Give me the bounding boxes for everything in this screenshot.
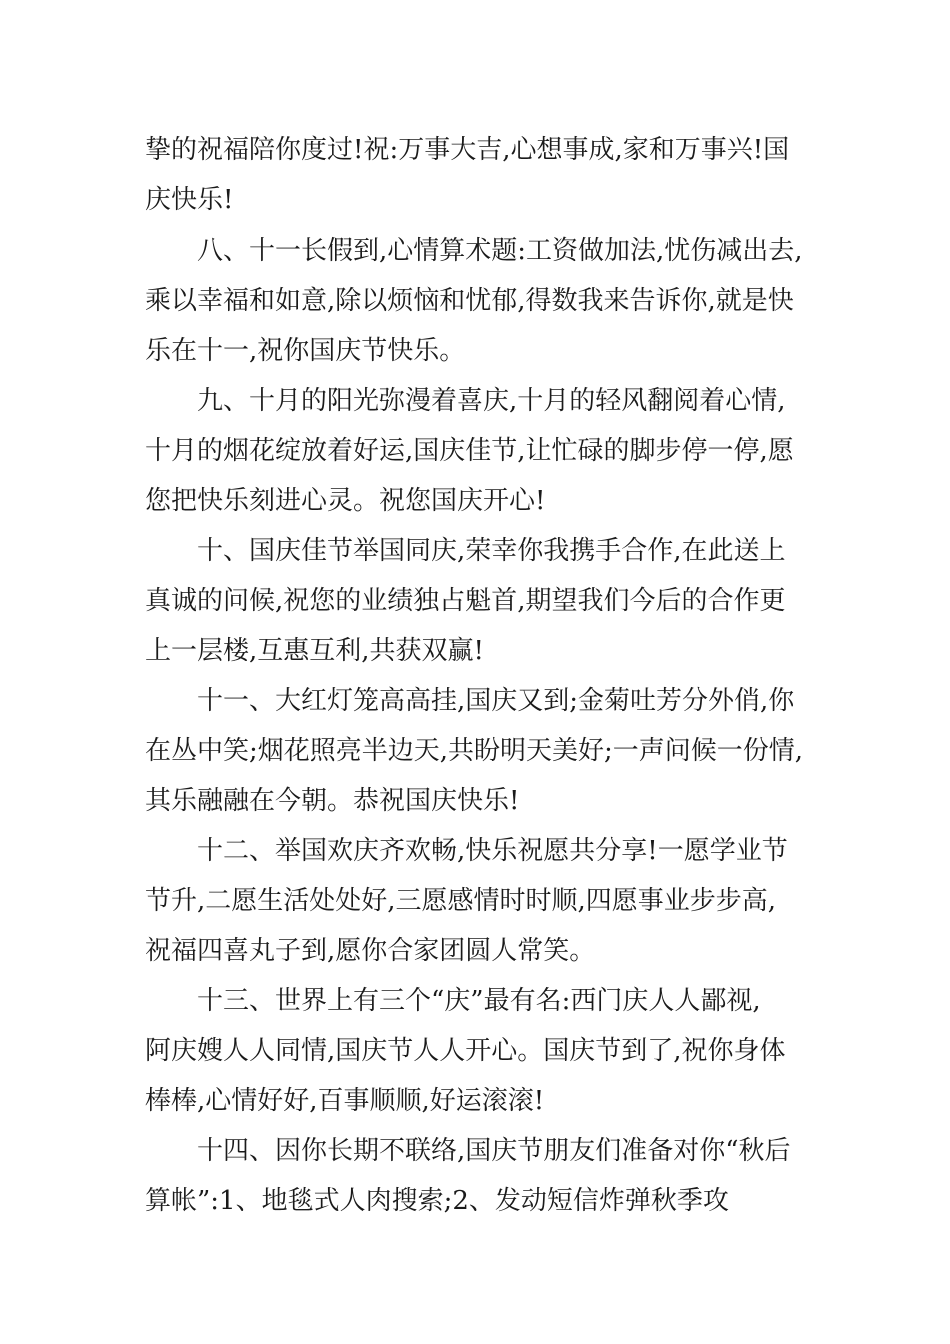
text-line: 算帐”:1、地毯式人肉搜索;2、发动短信炸弹秋季攻 bbox=[145, 1186, 729, 1216]
text-line: 十四、因你长期不联络,国庆节朋友们准备对你“秋后 bbox=[197, 1136, 791, 1166]
text-line: 棒棒,心情好好,百事顺顺,好运滚滚! bbox=[145, 1086, 545, 1116]
text-line: 阿庆嫂人人同情,国庆节人人开心。国庆节到了,祝你身体 bbox=[145, 1036, 786, 1066]
text-line: 真诚的问候,祝您的业绩独占魁首,期望我们今后的合作更 bbox=[145, 586, 786, 616]
text-line: 十三、世界上有三个“庆”最有名:西门庆人人鄙视, bbox=[197, 986, 761, 1016]
text-line: 十一、大红灯笼高高挂,国庆又到;金菊吐芳分外俏,你 bbox=[197, 686, 795, 716]
text-line: 八、十一长假到,心情算术题:工资做加法,忧伤减出去, bbox=[197, 236, 803, 266]
text-line: 上一层楼,互惠互利,共获双赢! bbox=[145, 636, 484, 666]
text-line: 乘以幸福和如意,除以烦恼和忧郁,得数我来告诉你,就是快 bbox=[145, 286, 794, 316]
text-line: 九、十月的阳光弥漫着喜庆,十月的轻风翻阅着心情, bbox=[197, 386, 786, 416]
text-line: 挚的祝福陪你度过!祝:万事大吉,心想事成,家和万事兴!国 bbox=[145, 135, 790, 165]
text-line: 十、国庆佳节举国同庆,荣幸你我携手合作,在此送上 bbox=[197, 536, 786, 566]
text-line: 十月的烟花绽放着好运,国庆佳节,让忙碌的脚步停一停,愿 bbox=[145, 436, 794, 466]
text-line: 节升,二愿生活处处好,三愿感情时时顺,四愿事业步步高, bbox=[145, 886, 777, 916]
text-line: 您把快乐刻进心灵。祝您国庆开心! bbox=[145, 486, 546, 516]
text-line: 庆快乐! bbox=[145, 185, 234, 215]
text-line: 乐在十一,祝你国庆节快乐。 bbox=[145, 336, 466, 366]
text-line: 其乐融融在今朝。恭祝国庆快乐! bbox=[145, 786, 520, 816]
text-line: 祝福四喜丸子到,愿你合家团圆人常笑。 bbox=[145, 936, 596, 966]
text-line: 十二、举国欢庆齐欢畅,快乐祝愿共分享!一愿学业节 bbox=[197, 836, 788, 866]
text-line: 在丛中笑;烟花照亮半边天,共盼明天美好;一声问候一份情, bbox=[145, 736, 804, 766]
